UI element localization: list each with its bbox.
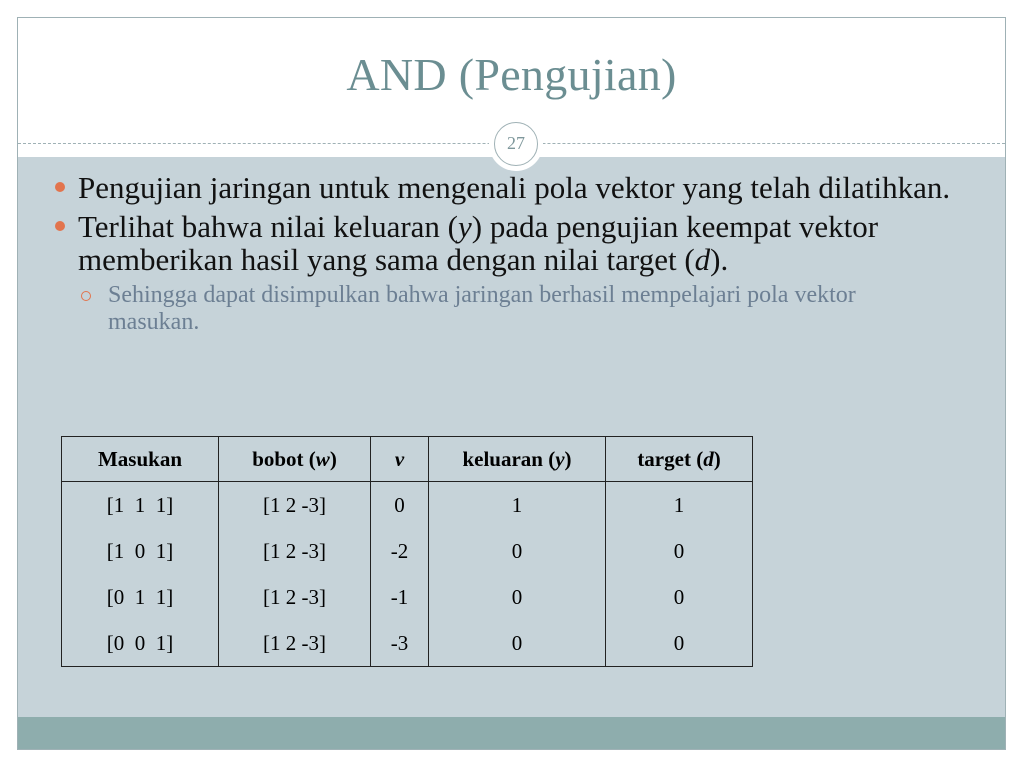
variable-y: y (458, 209, 472, 244)
header-v: v (371, 437, 429, 482)
cell-keluaran: 1 (429, 482, 606, 529)
cell-masukan: [0 0 1] (62, 620, 219, 667)
table-header-row (62, 437, 753, 482)
header-masukan: Masukan (62, 437, 219, 482)
cell-v: -1 (371, 574, 429, 620)
cell-target: 1 (606, 482, 753, 529)
bullet-item (52, 210, 952, 276)
table-row (62, 528, 753, 574)
cell-keluaran: 0 (429, 620, 606, 667)
cell-keluaran: 0 (429, 574, 606, 620)
cell-target: 0 (606, 620, 753, 667)
hollow-bullet-icon (81, 291, 91, 301)
cell-v: -3 (371, 620, 429, 667)
bullet-dot-icon (55, 221, 65, 231)
cell-masukan: [1 1 1] (62, 482, 219, 529)
table-row (62, 620, 753, 667)
bullet-text-part: ). (710, 242, 729, 277)
header-bobot: bobot (w) (219, 437, 371, 482)
sub-bullet-text: Sehingga dapat disimpulkan bahwa jaringan berhasil mempelajari pola vektor masukan. (108, 282, 856, 335)
cell-bobot: [1 2 -3] (219, 620, 371, 667)
header-target: target (d) (606, 437, 753, 482)
slide (17, 17, 1006, 750)
bullet-item (52, 171, 952, 204)
header-keluaran: keluaran (y) (429, 437, 606, 482)
bullet-list (52, 171, 952, 336)
slide-title: AND (Pengujian) (346, 49, 677, 100)
cell-bobot: [1 2 -3] (219, 482, 371, 529)
cell-v: 0 (371, 482, 429, 529)
table-row (62, 574, 753, 620)
slide-number: 27 (494, 122, 538, 166)
slide-number-badge (489, 117, 543, 171)
bullet-text-part: Terlihat bahwa nilai keluaran ( (78, 209, 458, 244)
bullet-dot-icon (55, 182, 65, 192)
cell-v: -2 (371, 528, 429, 574)
bullet-text: Pengujian jaringan untuk mengenali pola vektor yang telah dilatihkan. (78, 170, 951, 205)
cell-target: 0 (606, 574, 753, 620)
cell-masukan: [0 1 1] (62, 574, 219, 620)
variable-d: d (694, 242, 711, 277)
cell-bobot: [1 2 -3] (219, 574, 371, 620)
cell-masukan: [1 0 1] (62, 528, 219, 574)
table-row (62, 482, 753, 529)
sub-bullet-item (52, 282, 952, 336)
footer-bar (18, 717, 1005, 750)
bullet-text-part: ) pada pengujian keempat vektor memberikan hasil yang sama dengan nilai target ( (78, 209, 879, 277)
cell-keluaran: 0 (429, 528, 606, 574)
data-table (61, 436, 753, 667)
cell-bobot: [1 2 -3] (219, 528, 371, 574)
cell-target: 0 (606, 528, 753, 574)
